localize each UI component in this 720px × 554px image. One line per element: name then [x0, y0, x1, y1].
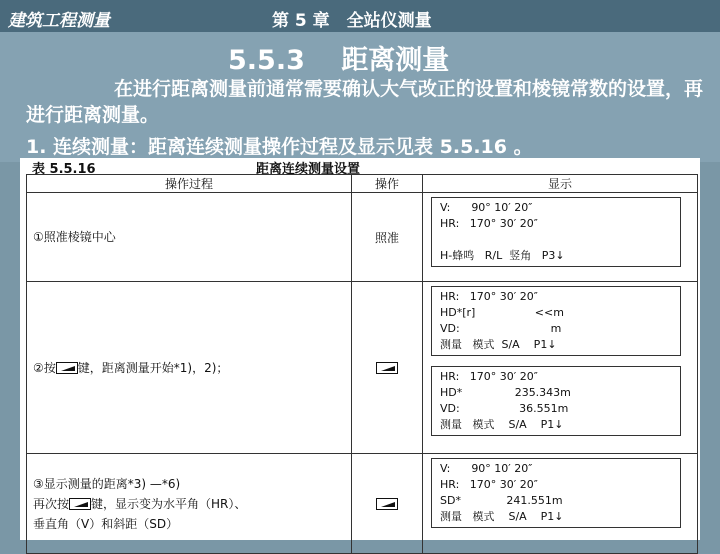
table-document	[20, 158, 700, 540]
screen-line: 测量 模式 S/A P1↓	[440, 418, 564, 431]
table-row	[27, 282, 698, 454]
screen-line: HR: 170° 30′ 20″	[440, 370, 538, 383]
process-cell: ①照准棱镜中心	[27, 193, 352, 282]
operation-cell: 照准	[352, 193, 423, 282]
screen-line: SD* 241.551m	[440, 494, 563, 507]
operation-cell	[352, 454, 423, 554]
instrument-screen	[431, 286, 681, 356]
screen-line: HR: 170° 30′ 20″	[440, 290, 538, 303]
col-header-operation: 操作	[352, 175, 423, 193]
process-cell: ②按 键，距离测量开始*1)，2)；	[27, 282, 352, 454]
course-title: 建筑工程测量	[8, 11, 110, 31]
operation-table	[26, 174, 698, 554]
chapter-title: 第 5 章 全站仪测量	[272, 11, 432, 31]
section-title: 5.5.3 距离测量	[228, 45, 450, 76]
intro-text: 在进行距离测量前通常需要确认大气改正的设置和棱镜常数的设置，再进行距离测量。	[26, 78, 704, 126]
table-row	[27, 193, 698, 282]
table-title: 距离连续测量设置	[256, 162, 361, 177]
screen-line: HR: 170° 30′ 20″	[440, 217, 538, 230]
screen-line: VD: m	[440, 322, 562, 335]
screen-line: VD: 36.551m	[440, 402, 569, 415]
screen-line: H-蜂鸣 R/L 竖角 P3↓	[440, 249, 565, 262]
screen-line: HR: 170° 30′ 20″	[440, 478, 538, 491]
intro-paragraph	[26, 76, 706, 128]
screen-line: V: 90° 10′ 20″	[440, 201, 533, 214]
top-bar	[0, 0, 720, 32]
process-cell: ③显示测量的距离*3) —*6) 再次按 键，显示变为水平角（HR）、 垂直角（V）和斜距（SD）	[27, 454, 352, 554]
display-cell	[423, 193, 698, 282]
display-cell	[423, 282, 698, 454]
table-number: 表 5.5.16	[32, 162, 96, 177]
screen-line: V: 90° 10′ 20″	[440, 462, 533, 475]
distance-key-icon	[376, 498, 398, 510]
screen-line: 测量 模式 S/A P1↓	[440, 510, 564, 523]
screen-line: 测量 模式 S/A P1↓	[440, 338, 557, 351]
operation-cell	[352, 282, 423, 454]
distance-key-icon	[56, 362, 78, 374]
screen-line: HD*[r] <<m	[440, 306, 564, 319]
item-heading: 1. 连续测量：距离连续测量操作过程及显示见表 5.5.16 。	[26, 136, 533, 158]
table-header-row	[27, 175, 698, 193]
screen-line: HD* 235.343m	[440, 386, 571, 399]
screen-line	[440, 232, 672, 248]
instrument-screen	[431, 366, 681, 436]
instrument-screen	[431, 458, 681, 528]
distance-key-icon	[376, 362, 398, 374]
display-cell	[423, 454, 698, 554]
col-header-process: 操作过程	[27, 175, 352, 193]
distance-key-icon	[69, 498, 91, 510]
instrument-screen	[431, 197, 681, 267]
table-row	[27, 454, 698, 554]
col-header-display: 显示	[423, 175, 698, 193]
